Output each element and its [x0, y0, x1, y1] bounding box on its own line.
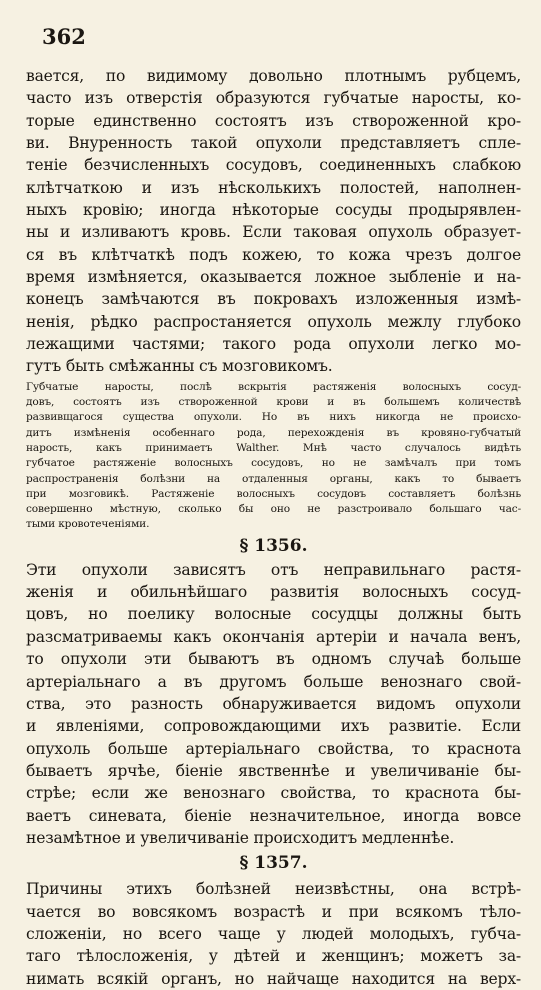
footnote-block — [26, 380, 521, 533]
note-line: нарость, какъ принимаетъ Walther. Мнѣ часто случалось видѣть — [26, 442, 521, 454]
paragraph-1 — [26, 65, 521, 378]
note-line: совершенно мѣстную, сколько бы оно не разстроивало большаго час- — [26, 503, 521, 516]
text-line: гутъ быть смѣжанны съ мозговикомъ. — [26, 357, 333, 376]
text-line: Эти опухоли зависятъ отъ неправильнаго растя- — [26, 560, 521, 579]
note-line: при мозговикѣ. Растяженіе волосныхъ сосудовъ составляетъ болѣзнь — [26, 487, 521, 500]
note-line: Губчатые наросты, послѣ вскрытія растяженія волосныхъ сосуд- — [26, 380, 521, 393]
text-line: клѣтчаткою и изъ нѣсколькихъ полостей, наполнен- — [26, 178, 521, 197]
text-line: конецъ замѣчаются въ покровахъ изложенныя измѣ- — [26, 290, 521, 309]
text-line: опухоль больше артеріальнаго свойства, то краснота — [26, 739, 521, 758]
paragraph-3 — [26, 878, 521, 990]
section-heading-1356: § 1356. — [239, 535, 308, 556]
text-line: ства, это разность обнаруживается видомъ опухоли — [26, 694, 521, 713]
note-line: развивщагося существа опухоли. Но въ нихъ никогда не происхо- — [26, 411, 521, 424]
text-line: артеріальнаго а въ другомъ больше венознаго свой- — [26, 672, 521, 691]
text-line: вается, по видимому довольно плотнымъ рубцемъ, — [26, 67, 521, 85]
text-line: часто изъ отверстія образуются губчатые наросты, ко- — [26, 89, 521, 108]
text-line: то опухоли эти бываютъ въ одномъ случаѣ больше — [26, 650, 521, 669]
text-line: чается во вовсякомъ возрастѣ и при всякомъ тѣло- — [26, 902, 521, 921]
text-line: Причины этихъ болѣзней неизвѣстны, она встрѣ- — [26, 880, 521, 899]
text-line: незамѣтное и увеличиваніе происходитъ медленнѣе. — [26, 828, 455, 847]
note-line: довъ, состоятъ изъ створоженной крови и въ большемъ количествѣ — [26, 396, 521, 409]
text-line: ны и изливаютъ кровь. Если таковая опухоль образует- — [26, 223, 521, 242]
text-line: ваетъ синевата, біеніе незначительное, иногда вовсе — [26, 806, 521, 825]
section-heading-1357: § 1357. — [239, 853, 308, 874]
text-line: ся въ клѣтчаткѣ подъ кожею, то кожа чрезъ долгое — [26, 245, 521, 264]
text-line: разсматриваемы какъ окончанія артеріи и начала венъ, — [26, 627, 521, 646]
text-line: и явленіями, сопровождающими ихъ развитіе. Если — [26, 717, 521, 736]
text-line: лежащими частями; такого рода опухоли легко мо- — [26, 335, 521, 354]
text-line: теніе безчисленныхъ сосудовъ, соединенныхъ слабкою — [26, 156, 521, 175]
text-line: бываетъ ярчѣе, біеніе явственнѣе и увеличиваніе бы- — [26, 761, 521, 780]
text-line: сложеніи, но всего чаще у людей молодыхъ, губча- — [26, 924, 521, 943]
text-line: женія и обильнѣйшаго развитія волосныхъ сосуд- — [26, 583, 521, 602]
note-line: распространенія болѣзни на отдаленныя органы, какъ то бываетъ — [26, 472, 521, 485]
paragraph-2 — [26, 559, 521, 849]
text-line: таго тѣлосложенія, у дѣтей и женщинъ; можетъ за- — [26, 947, 521, 966]
text-line: ненія, рѣдко распростаняется опухоль межлу глубоко — [26, 312, 521, 331]
text-line: ви. Внуренность такой опухоли представляетъ спле- — [26, 134, 521, 153]
text-line: нимать всякій органъ, но найчаще находится на верх- — [26, 969, 521, 988]
text-line: время измѣняется, оказывается ложное зыбленіе и на- — [26, 268, 521, 287]
text-line: торые единственно состоятъ изъ створоженной кро- — [26, 111, 521, 130]
note-line: тыми кровотеченіями. — [26, 518, 150, 531]
text-line: стрѣе; если же венознаго свойства, то краснота бы- — [26, 784, 521, 803]
note-line: губчатое растяженіе волосныхъ сосудовъ, но не замѣчалъ при томъ — [26, 457, 521, 470]
text-line: ныхъ кровію; иногда нѣкоторые сосуды продырявлен- — [26, 201, 521, 220]
page-number: 362 — [42, 24, 86, 49]
text-line: цовъ, но поелику волосные сосудцы должны быть — [26, 605, 521, 624]
note-line: дитъ измѣненія особеннаго рода, перехожденія въ кровяно-губчатый — [26, 426, 521, 439]
